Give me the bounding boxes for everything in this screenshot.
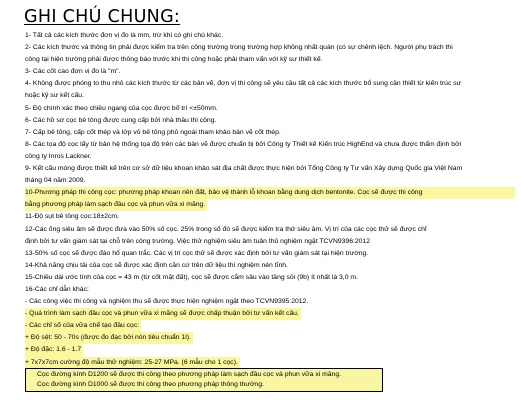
note-line: hoặc kỹ sư kết cấu. xyxy=(25,92,84,100)
highlight-span: + 7x7x7cm cường độ mẫu thử nghiệm: 25-27 MPa. (6 mẫu cho 1 cọc). xyxy=(25,357,240,369)
note-line: tháng 04 năm 2009. xyxy=(25,177,86,185)
callout-line-d1200: Cọc đường kính D1200 sẽ được thi công theo phương pháp làm sạch đầu cọc và phun vữa xi măng. xyxy=(37,371,342,378)
note-line: 6- Các hồ sơ cọc bê tông được cung cấp bởi nhà thầu thi công. xyxy=(25,116,217,124)
highlighted-note-line xyxy=(25,357,515,369)
note-line: 4- Không được phóng to thu nhỏ các kích thước từ các bản vẽ, đơn vị thi công sẽ yêu cầu tất cả các kích thước bổ sung cần thiết từ kiến trúc sư xyxy=(25,80,462,88)
note-line: công tại hiện trường phải được thông báo trước khi thi công hoặc phải tham vấn với kỹ sư thiết kế. xyxy=(25,56,323,64)
note-line: 16-Các chỉ dẫn khác: xyxy=(25,285,89,293)
highlight-span: + Độ sệt: 50 - 70s (được đo đạc bởi nón tiêu chuẩn 1l). xyxy=(25,332,193,344)
highlight-span: + Độ đặc: 1.6 - 1.7 xyxy=(25,344,83,356)
pile-method-callout xyxy=(25,368,383,392)
note-line: - Các công việc thi công và nghiệm thu sẽ được thực hiện nghiệm ngặt theo TCVN9395:2012. xyxy=(25,298,309,306)
note-line: công ty Inros Lackner. xyxy=(25,152,92,160)
highlighted-note-line xyxy=(25,320,515,332)
note-line: 1- Tất cả các kích thước đơn vị đo là mm, trừ khi có ghi chú khác. xyxy=(25,32,224,39)
note-line: 12-Các ống siêu âm sẽ được đưa vào 50% số cọc. 25% trong số đó sẽ được kiểm tra thử siêu âm. Vị trí của các cọc thử sẽ được chỉ xyxy=(25,225,427,233)
note-line: định bởi tư vấn giám sát tại chỗ trên công trường. Việc thử nghiệm siêu âm tuân thủ nghiệm ngặt TCVN9396:2012 xyxy=(25,237,370,245)
note-line: 7- Cấp bê tông, cấp cốt thép và lớp vỏ bê tông phủ ngoài tham khảo bản vẽ cốt thép. xyxy=(25,128,281,136)
highlight-span: - Quá trình làm sạch đầu cọc và phun vữa xi măng sẽ được chấp thuận bởi tư vấn kết cấu. xyxy=(25,308,301,320)
page-title: GHI CHÚ CHUNG: xyxy=(24,7,181,27)
note-line: 5- Độ chính xác theo chiều ngang của cọc được bố trí <±50mm. xyxy=(25,104,218,112)
highlight-span: 10-Phương pháp thi công cọc: phương pháp khoan nền đất, bảo vệ thành lỗ khoan bằng dung dịch bentonite. Cọc sẽ được thi công xyxy=(25,187,515,199)
highlighted-note-line xyxy=(25,332,515,344)
note-line: 14-Khả năng chịu tải của cọc sẽ được xác định căn cứ trên dữ liệu thí nghiệm nén tĩnh. xyxy=(25,261,288,269)
note-line: 15-Chiều dài ước tính của cọc = 43 m (từ cốt mặt đất), cọc sẽ được cắm sâu vào tầng sỏi (9b) ít nhất là 3,0 m. xyxy=(25,273,358,281)
notes-list xyxy=(25,30,515,369)
note-line: 11-Độ sụt bê tông cọc:18±2cm. xyxy=(25,213,119,221)
highlight-span: - Các chỉ số của vữa chế tạo đầu cọc: xyxy=(25,320,141,332)
note-line: 3- Các cốt cao đơn vị đo là "m". xyxy=(25,68,121,76)
highlighted-note-line xyxy=(25,344,515,356)
note-line: 2- Các kích thước và thông tin phải được kiểm tra trên công trường trong trường hợp không nhất quán (có sự chênh lệch. Người phụ trách thi xyxy=(25,44,453,52)
highlighted-note-line xyxy=(25,199,515,211)
note-line: 9- Kết cấu móng được thiết kế trên cơ sở dữ liệu khoan khảo sát địa chất được thực hiện bởi Tổng Công ty Tư vấn Xây dựng Quốc gia Việt Nam xyxy=(25,165,463,173)
callout-line-d1000: Cọc đường kính D1000 sẽ được thi công theo phương pháp thông thường. xyxy=(37,381,264,388)
highlighted-note-line xyxy=(25,187,515,199)
highlighted-note-line xyxy=(25,308,515,320)
note-line: 8- Các tọa độ cọc lấy từ bản hệ thống tọa độ trên các bản vẽ được chuẩn bị bởi Công ty Thiết kế Kiến trúc HighEnd và chưa được thẩm định bởi xyxy=(25,140,462,148)
highlight-span: bằng phương pháp làm sạch đầu cọc và phun vữa xi măng. xyxy=(25,199,207,211)
note-line: 13-50% số cọc sẽ được đào hố quan trắc. Các vị trí cọc thử sẽ được xác định bởi tư vấn giám sát tại hiện trường. xyxy=(25,249,369,257)
